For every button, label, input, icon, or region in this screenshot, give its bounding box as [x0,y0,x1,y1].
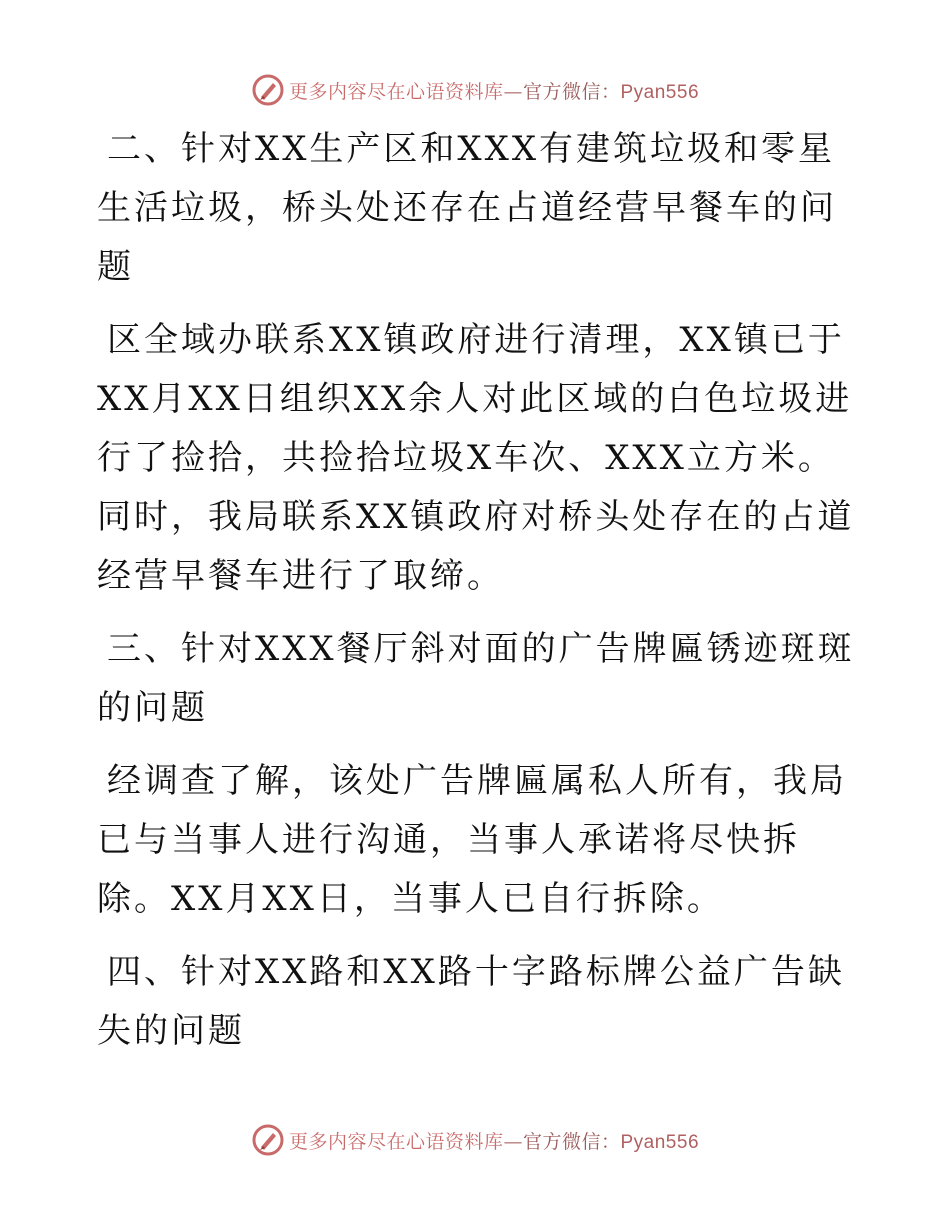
banner-slogan-text: 更多内容尽在心语资料库 [288,80,504,103]
paragraph-heading-4: 四、针对XX路和XX路十字路标牌公益广告缺失的问题 [97,952,845,1051]
banner-slogan-text: 更多内容尽在心语资料库 [288,1130,504,1153]
document-body [97,120,857,1075]
footer-banner [0,1120,950,1160]
pen-nib-logo-icon [251,73,285,107]
paragraph-heading-3: 三、针对XXX餐厅斜对面的广告牌匾锈迹斑斑的问题 [97,629,855,728]
banner-wechat-label: 官方微信： [522,80,621,103]
paragraph-body-3: 经调查了解，该处广告牌匾属私人所有，我局已与当事人进行沟通，当事人承诺将尽快拆除。XX月XX日，当事人已自行拆除。 [97,761,847,919]
banner-slogan [289,1127,699,1154]
banner-wechat-id: Pyan556 [620,1131,700,1153]
banner-slogan [289,77,699,104]
banner-dash: — [503,1130,523,1153]
banner-wechat-label: 官方微信： [522,1130,621,1153]
banner-dash: — [503,80,523,103]
header-banner [0,70,950,110]
paragraph-body-2: 区全域办联系XX镇政府进行清理，XX镇已于XX月XX日组织XX余人对此区域的白色垃圾进行了捡拾，共捡拾垃圾X车次、XXX立方米。同时，我局联系XX镇政府对桥头处存在的占道经营早餐车进行了取缔。 [97,320,855,596]
banner-wechat-id: Pyan556 [620,81,700,103]
pen-nib-logo-icon [251,1123,285,1157]
paragraph-heading-2: 二、针对XX生产区和XXX有建筑垃圾和零星生活垃圾，桥头处还存在占道经营早餐车的问题 [97,129,837,287]
